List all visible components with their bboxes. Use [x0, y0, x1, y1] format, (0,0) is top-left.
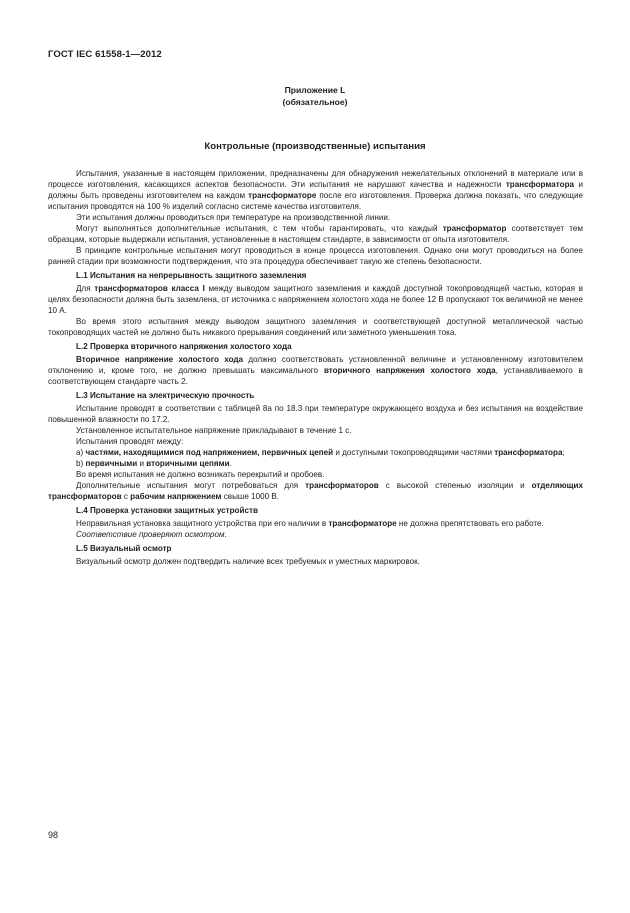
heading-l1: L.1 Испытания на непрерывность защитного заземления [76, 271, 307, 280]
l5-paragraph-1: Визуальный осмотр должен подтвердить наличие всех требуемых и уместных маркировок. [76, 557, 420, 566]
page-number: 98 [48, 830, 59, 840]
section-title: Контрольные (производственные) испытания [204, 141, 426, 152]
document-header: ГОСТ IEC 61558-1—2012 [48, 49, 162, 60]
intro-paragraph-1: Испытания, указанные в настоящем приложении, предназначены для обнаружения нежелательных отклонений в материале или в процессе изготовления, касающихся аспектов безопасности. Эти испытания не нарушают качества и надежности трансформатора и должны быть проведены изготовителем на каждом трансформаторе после его изготовления. Проверка должна показать, что следующие испытания проводятся на 100 % изделий согласно системе качества изготовителя. [48, 169, 583, 211]
l3-paragraph-5: Дополнительные испытания могут потребоваться для трансформаторов с высокой степенью изоляции и отделяющих трансформаторов с рабочим напряжением свыше 1000 В. [48, 481, 583, 501]
l3-list-item-b: b) первичными и вторичными цепями. [76, 459, 232, 468]
annex-label: Приложение L [284, 85, 346, 95]
intro-paragraph-4: В принципе контрольные испытания могут проводиться в конце процесса изготовления. Однако они могут проводиться на более ранней стадии при возможности подтверждения, что эта процедура обеспечивает такую же степень безопасности. [48, 246, 583, 266]
annex-heading [0, 84, 630, 108]
heading-l2: L.2 Проверка вторичного напряжения холостого хода [76, 342, 292, 351]
l4-paragraph-1: Неправильная установка защитного устройства при его наличии в трансформаторе не должна препятствовать его работе. [76, 519, 544, 528]
intro-paragraph-2: Эти испытания должны проводиться при температуре на производственной линии. [76, 213, 391, 222]
l3-list-item-a: a) частями, находящимися под напряжением, первичных цепей и доступными токопроводящими частями трансформатора; [76, 448, 565, 457]
l4-compliance-note: Соответствие проверяют осмотром. [76, 530, 227, 539]
l3-paragraph-4: Во время испытания не должно возникать перекрытий и пробоев. [76, 470, 325, 479]
heading-l5: L.5 Визуальный осмотр [76, 544, 172, 553]
l3-paragraph-1: Испытание проводят в соответствии с таблицей 8а по 18.3 при температуре окружающего воздуха и без испытания на воздействие повышенной влажности по 17.2. [48, 404, 583, 424]
l1-paragraph-1: Для трансформаторов класса I между выводом защитного заземления и каждой доступной токопроводящей частью, которая в целях безопасности должна быть заземлена, от источника с напряжением холостого хода не более 12 В пропускают ток величиной не менее 10 А. [48, 284, 583, 315]
heading-l3: L.3 Испытание на электрическую прочность [76, 391, 255, 400]
l3-paragraph-2: Установленное испытательное напряжение прикладывают в течение 1 с. [76, 426, 352, 435]
heading-l4: L.4 Проверка установки защитных устройств [76, 506, 258, 515]
annex-status: (обязательное) [282, 97, 348, 107]
l3-paragraph-3: Испытания проводят между: [76, 437, 184, 446]
l1-paragraph-2: Во время этого испытания между выводом защитного заземления и соответствующей доступной металлической частью токопроводящих частей не должно быть никакого прерывания соединений или заметного уменьшения тока. [48, 317, 583, 337]
intro-paragraph-3: Могут выполняться дополнительные испытания, с тем чтобы гарантировать, что каждый трансформатор соответствует тем образцам, которые выдержали испытания, установленные в настоящем стандарте, в зависимости от опыта изготовителя. [48, 224, 583, 244]
l2-paragraph-1: Вторичное напряжение холостого хода должно соответствовать установленной величине и установленному изготовителем отклонению и, кроме того, не должно превышать максимального вторичного напряжения холостого хода, устанавливаемого в соответствующем стандарте часть 2. [48, 355, 583, 386]
document-body [48, 168, 583, 567]
